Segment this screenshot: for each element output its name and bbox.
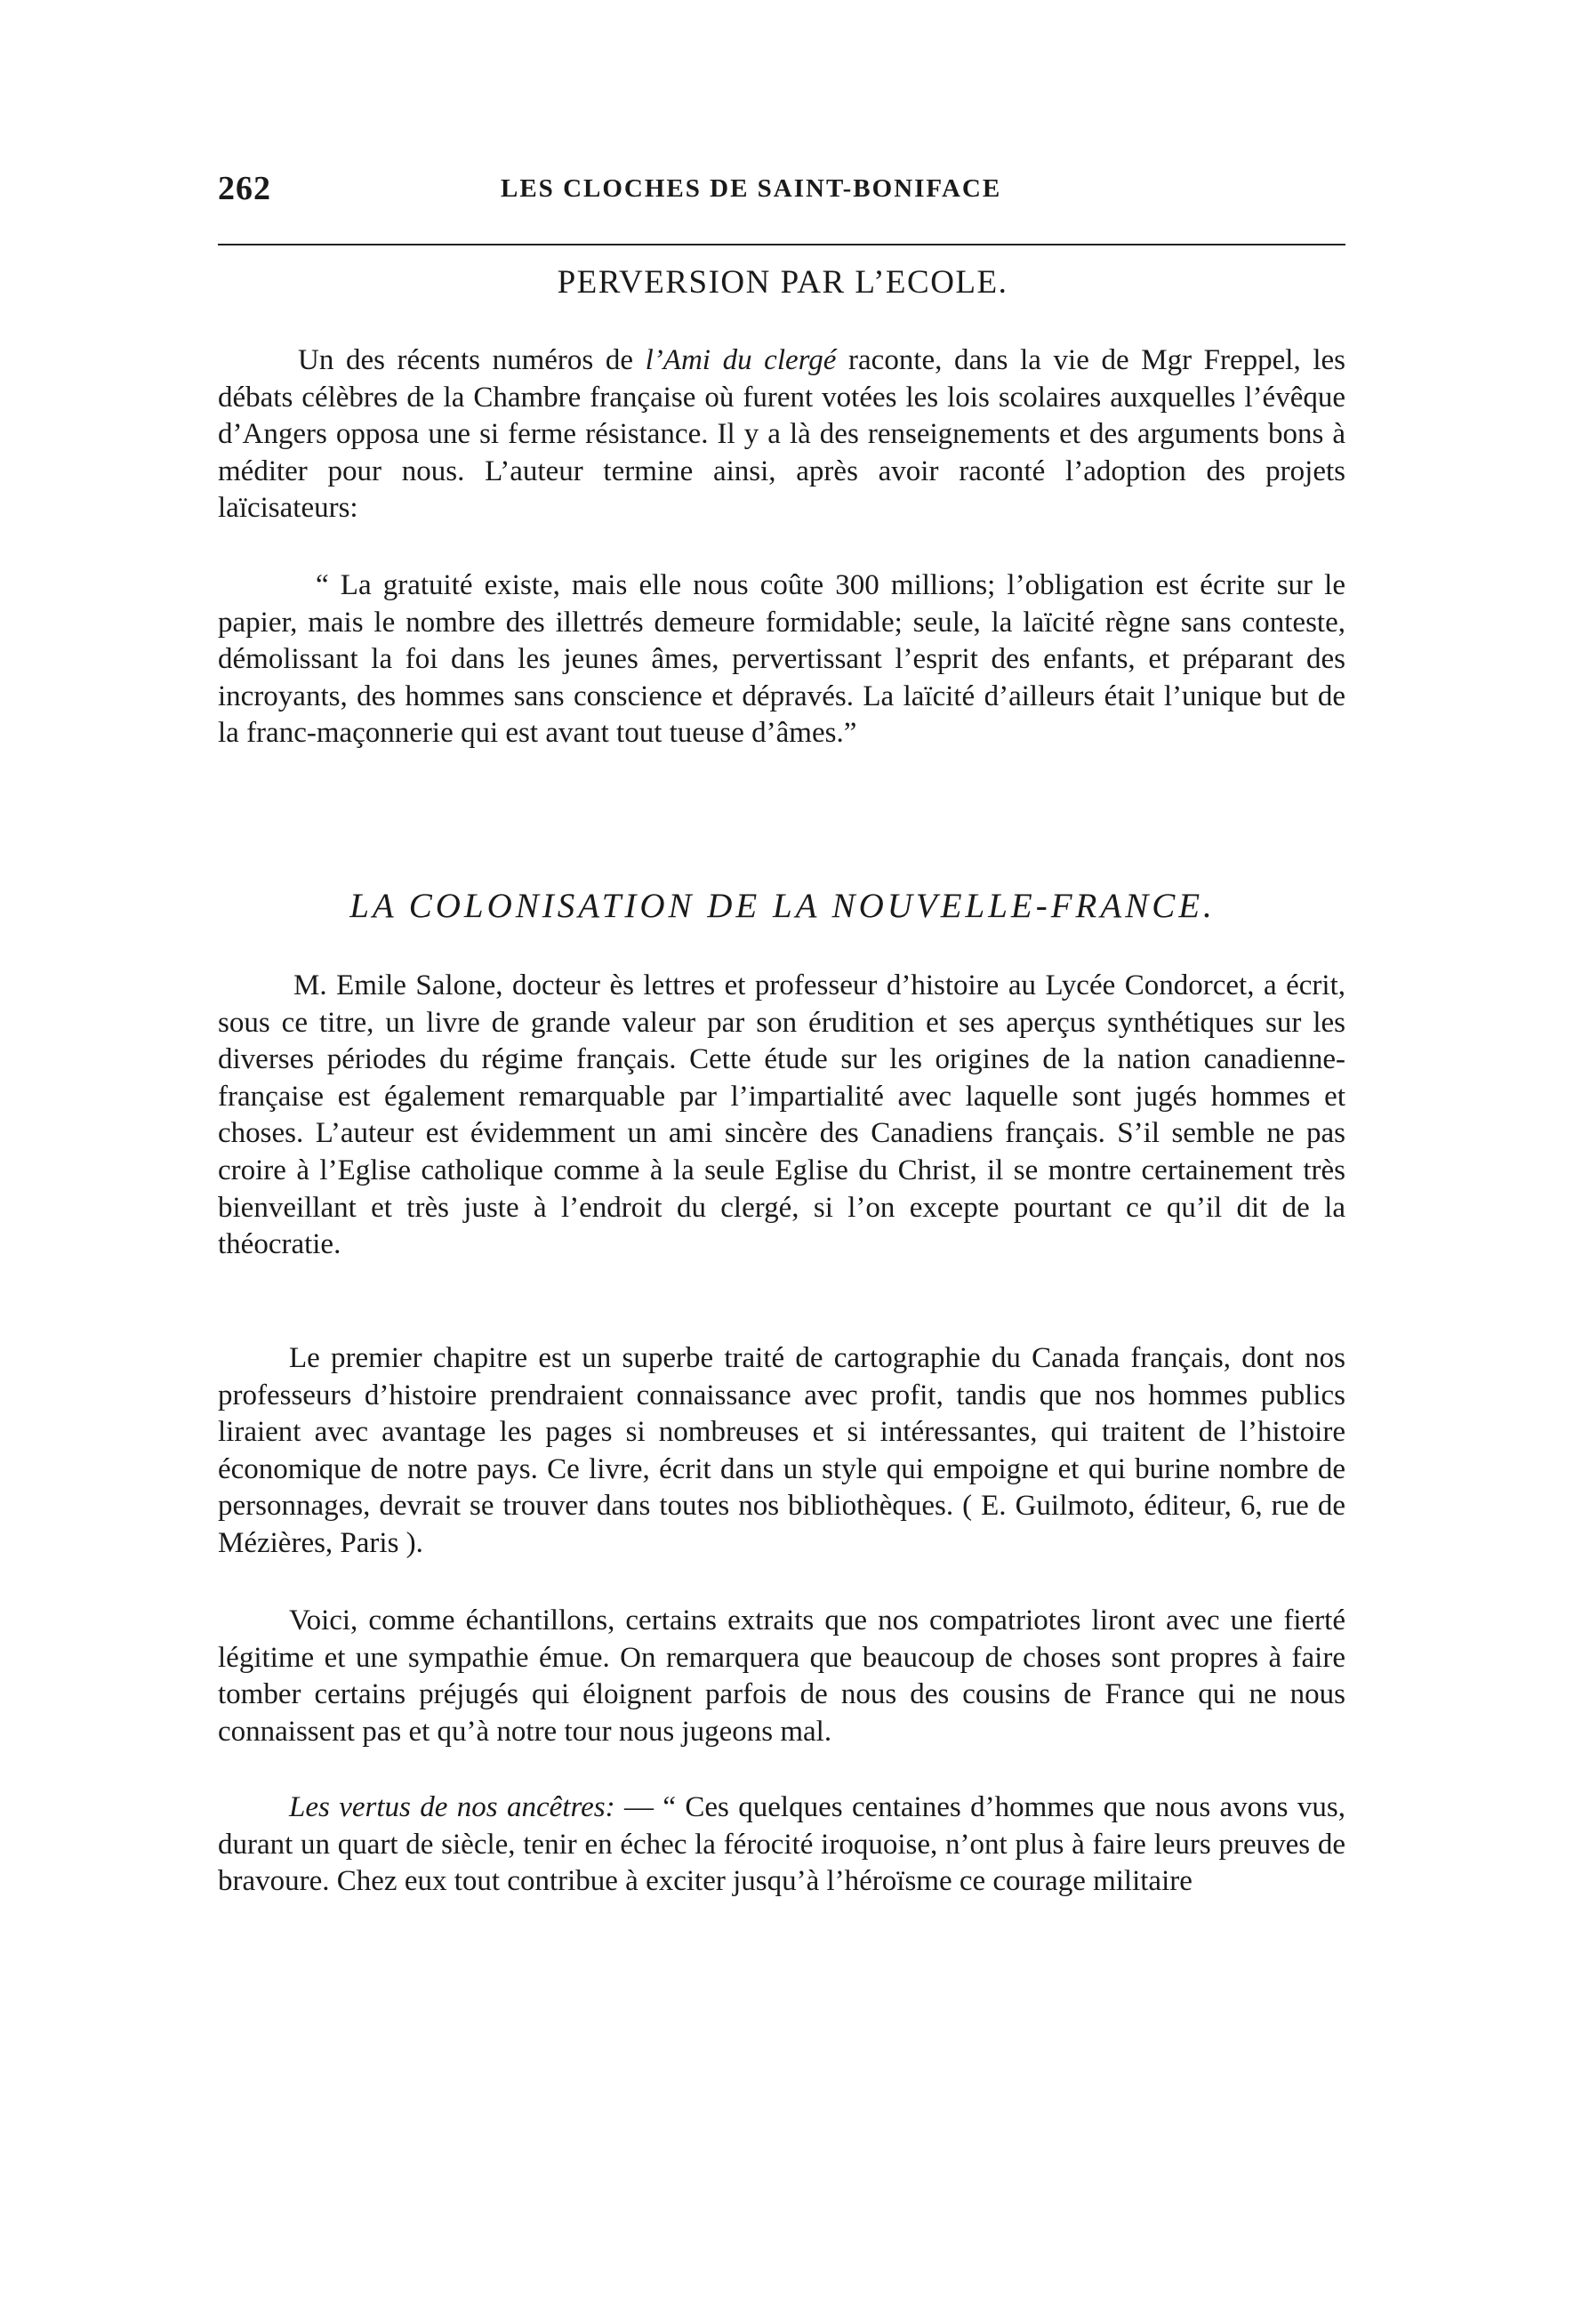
section-lead-italic: Les vertus de nos ancêtres: [289,1791,615,1823]
article-title-colonisation: LA COLONISATION DE LA NOUVELLE-FRANCE. [349,887,1216,925]
page-number: 262 [218,170,271,207]
article2-paragraph-2: Le premier chapitre est un superbe traité de cartographie du Canada français, dont nos professeurs d’histoire prendraient connaissance avec profit, tandis que nos hommes publics liraient avec avantage les pages si nombreuses et si intéressantes, qui traitent de l’histoire économique de notre pays. Ce livre, écrit dans un style qui empoigne et qui burine nombre de personnages, devrait se trouver dans toutes nos bibliothèques. ( E. Guilmoto, éditeur, 6, rue de Mézières, Paris ). [218,1342,1345,1559]
journal-title: l’Ami du clergé [645,344,837,376]
article1-p1-text-before: Un des récents numéros de [298,344,646,376]
article2-p4-text: — “ Ces quelques centaines d’hommes que nous avons vus, durant un quart de siècle, tenir en échec la férocité iroquoise, n’ont plus à faire leurs preuves de bravoure. Chez eux tout contribue à exciter jusqu’à l’héroïsme ce courage militaire [218,1791,1346,1898]
page-header [218,169,1347,219]
article1-quote: “ La gratuité existe, mais elle nous coûte 300 millions; l’obligation est écrite sur le papier, mais le nombre des illettrés demeure formidable; seule, la laïcité règne sans conteste, démolissant la foi dans les jeunes âmes, pervertissant l’esprit des enfants, et préparant des incroyants, des hommes sans conscience et dépravés. La laïcité d’ailleurs était l’unique but de la franc-maçonnerie qui est avant tout tueuse d’âmes.” [218,569,1345,750]
article2-paragraph-3: Voici, comme échantillons, certains extraits que nos compatriotes liront avec une fierté légitime et une sympathie émue. On remarquera que beaucoup de choses sont propres à faire tomber certains préjugés qui éloignent parfois de nous des cousins de France qui ne nous connaissent pas et qu’à notre tour nous jugeons mal. [218,1604,1345,1748]
article2-paragraph-4 [218,1789,1345,1901]
article2-paragraph-1: M. Emile Salone, docteur ès lettres et professeur d’histoire au Lycée Condorcet, a écrit, sous ce titre, un livre de grande valeur par son érudition et ses aperçus synthétiques sur les diverses périodes du régime français. Cette étude sur les origines de la nation canadienne-française est également remarquable par l’impartialité avec laquelle sont jugés hommes et choses. L’auteur est évidemment un ami sincère des Canadiens français. S’il semble ne pas croire à l’Eglise catholique comme à la seule Eglise du Christ, il se montre certainement très bienveillant et très juste à l’endroit du clergé, si l’on excepte pourtant ce qu’il dit de la théocratie. [218,969,1345,1261]
article1-p1-text-after: raconte, dans la vie de Mgr Freppel, les débats célèbres de la Chambre française où furent votées les lois scolaires auxquelles l’évêque d’Angers opposa une si ferme résistance. Il y a là des renseignements et des arguments bons à méditer pour nous. L’auteur termine ainsi, après avoir raconté l’adoption des projets laïcisateurs: [218,344,1345,525]
article1-paragraph-1 [218,342,1345,527]
header-rule [218,244,1345,245]
article-title-perversion: PERVERSION PAR L’ECOLE. [557,264,1008,301]
running-title: LES CLOCHES DE SAINT-BONIFACE [501,174,1002,203]
